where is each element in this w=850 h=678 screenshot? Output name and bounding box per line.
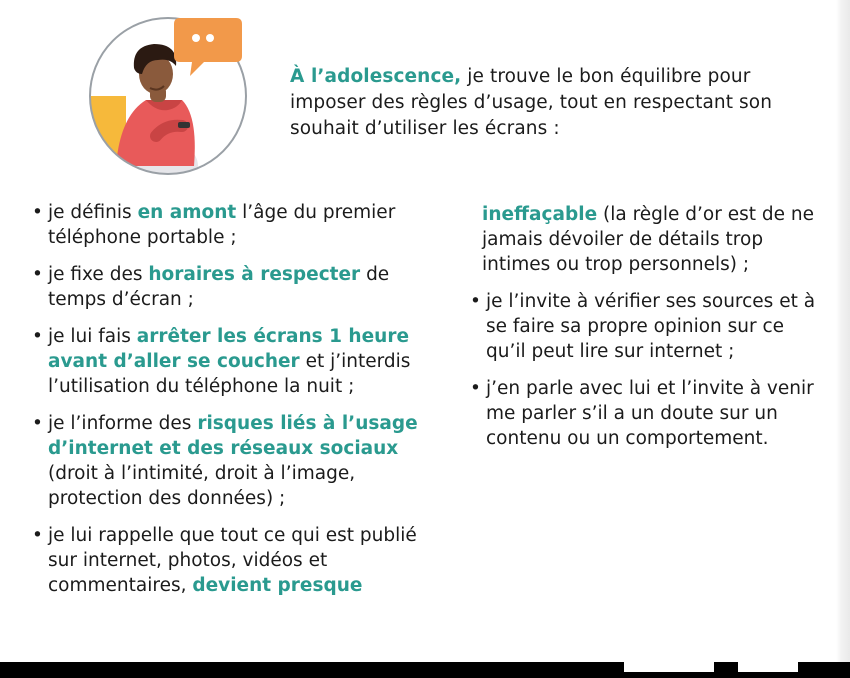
item-text: je l’informe des — [48, 413, 198, 434]
item-text: je définis — [48, 202, 138, 223]
border-notch — [624, 662, 714, 672]
bottom-border — [0, 662, 850, 678]
bullet: • — [470, 378, 481, 399]
item-highlight: devient presque — [192, 575, 363, 596]
bullet: • — [32, 202, 43, 223]
list-item — [30, 411, 420, 511]
item-text: je lui fais — [48, 326, 137, 347]
item-text: je lui rappelle que tout ce qui est publié sur internet, photos, vidéos et commentaires, — [48, 525, 417, 596]
list-item-continuation — [468, 202, 828, 277]
intro-highlight: À l’adolescence, — [290, 66, 462, 87]
bullet: • — [470, 291, 481, 312]
list-item — [30, 324, 420, 399]
item-text: de temps d’écran ; — [48, 264, 390, 310]
right-column-list — [468, 202, 828, 463]
bullet: • — [32, 413, 43, 434]
intro-text: je trouve le bon équilibre pour imposer des règles d’usage, tout en respectant son souhait d’utiliser les écrans : — [290, 66, 773, 139]
list-item — [30, 200, 420, 250]
item-text: j’en parle avec lui et l’invite à venir me parler s’il a un doute sur un contenu ou un comportement. — [486, 378, 814, 449]
item-highlight: arrêter les écrans 1 heure avant d’aller se coucher — [48, 326, 409, 372]
item-text: je fixe des — [48, 264, 149, 285]
bullet: • — [32, 264, 43, 285]
item-highlight: ineffaçable — [482, 204, 598, 225]
item-text: (la règle d’or est de ne jamais dévoiler de détails trop intimes ou trop personnels) ; — [482, 204, 815, 275]
page-edge-shadow — [836, 0, 850, 662]
item-highlight: en amont — [137, 202, 237, 223]
bullet: • — [32, 326, 43, 347]
item-highlight: horaires à respecter — [148, 264, 361, 285]
item-text: et j’interdis l’utilisation du téléphone la nuit ; — [48, 351, 411, 397]
intro-paragraph — [290, 64, 790, 142]
list-item — [30, 523, 420, 598]
item-text: l’âge du premier téléphone portable ; — [48, 202, 396, 248]
left-column-list — [30, 200, 420, 610]
bullet: • — [32, 525, 43, 546]
list-item — [468, 289, 828, 364]
list-item — [30, 262, 420, 312]
list-item — [468, 376, 828, 451]
item-highlight: risques liés à l’usage d’internet et des réseaux sociaux — [48, 413, 418, 459]
teen-using-phone-illustration — [86, 16, 254, 176]
border-notch — [738, 662, 798, 672]
item-text: (droit à l’intimité, droit à l’image, protection des données) ; — [48, 463, 356, 509]
item-text: je l’invite à vérifier ses sources et à se faire sa propre opinion sur ce qu’il peut lire sur internet ; — [486, 291, 816, 362]
